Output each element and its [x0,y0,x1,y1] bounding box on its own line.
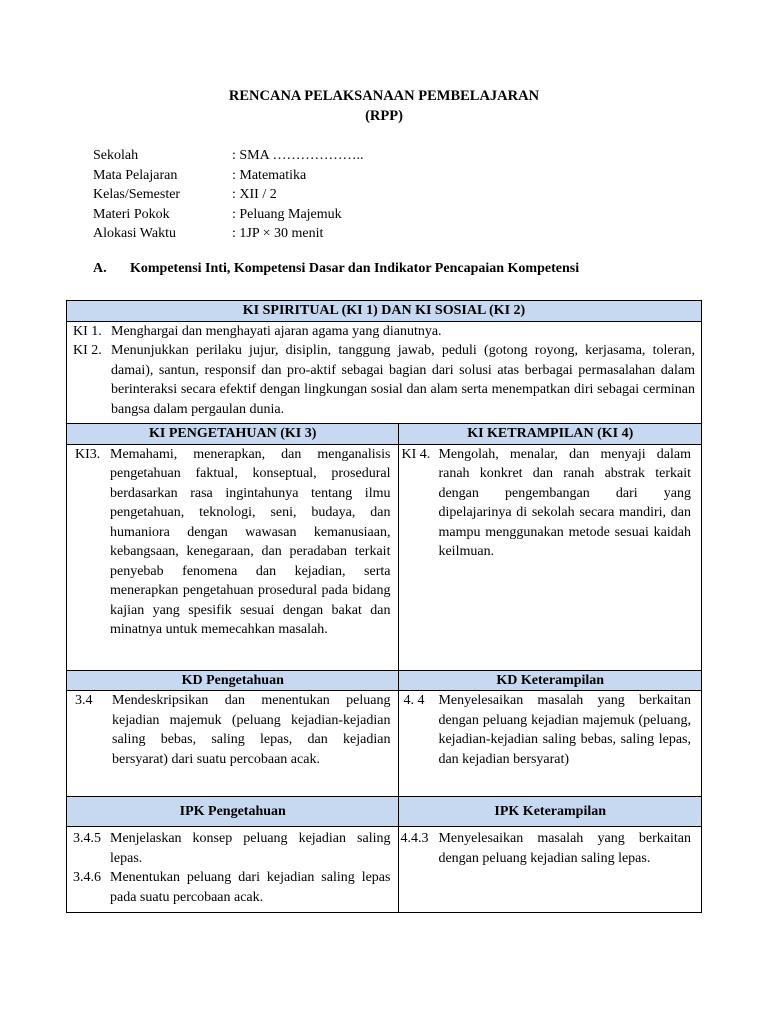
ipk34-cell [67,827,399,913]
competency-table [66,300,702,913]
ki4-item: KI 4. Mengolah, menalar, dan menyaji dalam ranah konkret dan ranah abstrak terkait dengan pengembangan dari yang dipelajarinya di sekolah secara mandiri, dan mampu menggunakan metode sesuai kaidah keilmuan. [401,446,691,559]
ipk443-item: 4.4.3 Menyelesaikan masalah yang berkaitan dengan peluang kejadian saling lepas. [400,831,691,866]
ipk-keterampilan-header: IPK Keterampilan [399,797,702,827]
document-subtitle: (RPP) [365,108,403,124]
kd34-item: 3.4 Mendeskripsikan dan menentukan peluang kejadian majemuk (peluang kejadian-kejadian saling bebas, saling lepas, dan kejadian bersyarat) dari suatu percobaan acak. [75,693,391,767]
kd44-item: 4. 4 Menyelesaikan masalah yang berkaitan dengan peluang kejadian majemuk (peluang, kejadian-kejadian saling bebas, saling lepas, dan kejadian bersyarat) [403,693,691,767]
identity-row-topic: Materi Pokok : Peluang Majemuk [93,206,342,222]
kd-keterampilan-header: KD Keterampilan [399,670,702,691]
identity-row-class: Kelas/Semester : XII / 2 [93,187,277,202]
identity-row-school: Sekolah : SMA ……………….. [93,148,364,163]
ki3-cell [67,444,399,670]
kd-pengetahuan-header: KD Pengetahuan [67,670,399,691]
ki-spiritual-cell [67,321,702,424]
ipk346-item: 3.4.6 Menentukan peluang dari kejadian saling lepas pada suatu percobaan acak. [73,870,391,905]
ki3-header: KI PENGETAHUAN (KI 3) [67,424,399,445]
ki1-item: KI 1. Menghargai dan menghayati ajaran agama yang dianutnya. [73,323,442,339]
ki4-cell [399,444,702,670]
ipk-pengetahuan-header: IPK Pengetahuan [67,797,399,827]
document-title: RENCANA PELAKSANAAN PEMBELAJARAN [228,88,540,104]
kd34-cell [67,691,399,797]
identity-block [93,146,363,244]
ipk345-item: 3.4.5 Menjelaskan konsep peluang kejadian saling lepas. [73,831,391,866]
identity-row-time: Alokasi Waktu : 1JP × 30 menit [93,226,324,241]
ki4-header: KI KETRAMPILAN (KI 4) [399,424,702,445]
ki3-item: KI3. Memahami, menerapkan, dan menganalisis pengetahuan faktual, konseptual, prosedural berdasarkan rasa ingintahunya tentang ilmu pengetahuan, teknologi, seni, budaya, dan humaniora dengan wawasan kemanusiaan, kebangsaan, kenegaraan, dan peradaban terkait penyebab fenomena dan kejadian, serta menerapkan pengetahuan prosedural pada bidang kajian yang spesifik sesuai dengan bakat dan minatnya untuk memecahkan masalah. [75,446,391,637]
ki2-item: KI 2. Menunjukkan perilaku jujur, disiplin, tanggung jawab, peduli (gotong royong, kerjasama, toleran, damai), santun, responsif dan pro-aktif sebagai bagian dari solusi atas berbagai permasalahan dalam berinteraksi secara efektif dengan lingkungan sosial dan alam serta menempatkan diri sebagai cerminan bangsa dalam pergaulan dunia. [73,343,695,417]
identity-row-subject: Mata Pelajaran : Matematika [93,167,307,183]
kd44-cell [399,691,702,797]
ipk44-cell [399,827,702,913]
ki-spiritual-header: KI SPIRITUAL (KI 1) DAN KI SOSIAL (KI 2) [67,301,702,322]
section-heading: A. Kompetensi Inti, Kompetensi Dasar dan Indikator Pencapaian Kompetensi [93,261,580,276]
